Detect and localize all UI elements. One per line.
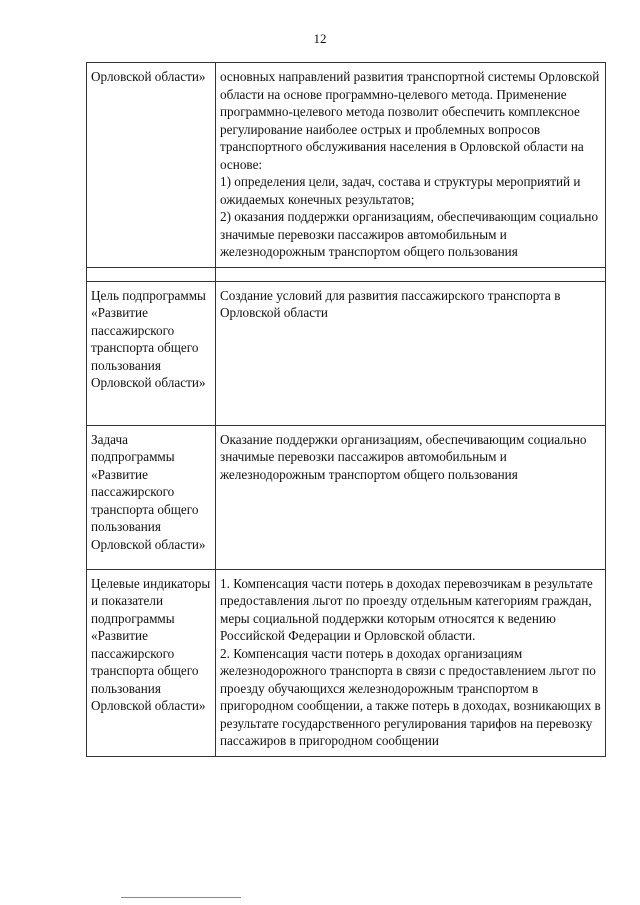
footer-line [121, 897, 241, 898]
row-label: Задача подпрограммы «Развитие пассажирского транспорта общего пользования Орловской области» [87, 425, 216, 569]
table-row [87, 425, 606, 569]
table-row [87, 63, 606, 268]
table-row [87, 569, 606, 756]
row-label: Цель подпрограммы «Развитие пассажирского транспорта общего пользования Орловской области» [87, 281, 216, 425]
page-number: 12 [313, 31, 327, 46]
row-label: Целевые индикаторы и показатели подпрограммы «Развитие пассажирского транспорта общего пользования Орловской области» [87, 569, 216, 756]
row-content: Создание условий для развития пассажирского транспорта в Орловской области [216, 281, 606, 425]
table-row [87, 281, 606, 425]
row-label [87, 267, 216, 281]
program-passport-table [86, 62, 606, 757]
row-content: основных направлений развития транспортной системы Орловской области на основе программно-целевого метода. Применение программно-целевого метода позволит обеспечить комплексное регулирование наиболее острых и проблемных вопросов транспортного обслуживания населения в Орловской области на основе: 1) определения цели, задач, состава и структуры мероприятий и ожидаемых конечных результатов; 2) оказания поддержки организациям, обеспечивающим социально значимые перевозки пассажиров автомобильным и железнодорожным транспортом общего пользования [216, 63, 606, 268]
row-content: 1. Компенсация части потерь в доходах перевозчикам в результате предоставления льгот по проезду отдельным категориям граждан, меры социальной поддержки которым относятся к ведению Российской Федерации и Орловской области. 2. Компенсация части потерь в доходах организациям железнодорожного транспорта в связи с предоставлением льгот по проезду обучающихся железнодорожным транспортом в пригородном сообщении, а также потерь в доходах, возникающих в результате государственного регулирования тарифов на перевозку пассажиров в пригородном сообщении [216, 569, 606, 756]
empty-table-row [87, 267, 606, 281]
row-label: Орловской области» [87, 63, 216, 268]
row-content: Оказание поддержки организациям, обеспечивающим социально значимые перевозки пассажиров автомобильным и железнодорожным транспортом общего пользования [216, 425, 606, 569]
row-content [216, 267, 606, 281]
